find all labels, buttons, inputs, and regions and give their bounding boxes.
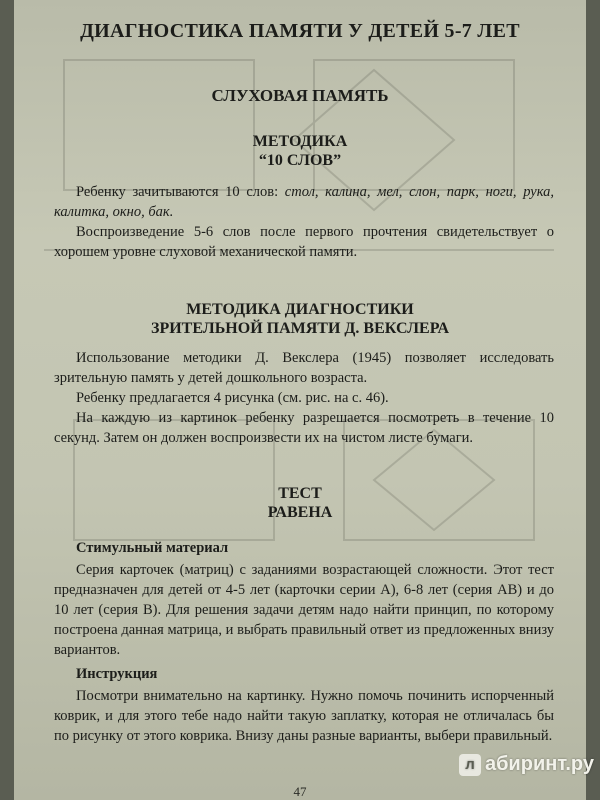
ten-words-result: Воспроизведение 5-6 слов после первого прочтения свидетельствует о хорошем уровне слуховой механической памяти. [54, 224, 554, 260]
method-heading-line2: “10 СЛОВ” [258, 152, 342, 169]
watermark-text: абиринт.ру [484, 753, 594, 775]
labirint-watermark [459, 753, 594, 776]
instruction-text [54, 686, 554, 746]
raven-test-heading [14, 484, 586, 522]
ten-words-intro: Ребенку зачитываются 10 слов: [76, 184, 285, 200]
stimulus-material-subheading: Стимульный материал [76, 540, 229, 556]
wechsler-heading-line2: ЗРИТЕЛЬНОЙ ПАМЯТИ Д. ВЕКСЛЕРА [151, 320, 449, 337]
ten-words-paragraph [54, 182, 554, 222]
ten-words-method-heading [14, 132, 586, 170]
page-title: ДИАГНОСТИКА ПАМЯТИ У ДЕТЕЙ 5-7 ЛЕТ [80, 20, 520, 42]
wechsler-text [54, 348, 554, 448]
wechsler-paragraph-2: Ребенку предлагается 4 рисунка (см. рис. на с. 46). [76, 390, 389, 406]
ten-words-text [54, 182, 554, 262]
wechsler-paragraph-3: На каждую из картинок ребенку разрешается посмотреть в течение 10 секунд. Затем он должен воспроизвести их на чистом листе бумаги. [54, 410, 554, 446]
wechsler-method-heading [14, 300, 586, 338]
raven-heading-line2: РАВЕНА [267, 504, 333, 521]
stimulus-material-text [54, 560, 554, 660]
instruction-subheading: Инструкция [76, 666, 158, 682]
instruction-paragraph: Посмотри внимательно на картинку. Нужно помочь починить испорченный коврик, и для этого тебе надо найти такую заплатку, которая не отличалась бы по рисунку от этого коврика. Внизу даны разные варианты, выбери правильный. [54, 688, 554, 744]
wechsler-heading-line1: МЕТОДИКА ДИАГНОСТИКИ [186, 301, 414, 318]
wechsler-paragraph-1: Использование методики Д. Векслера (1945) позволяет исследовать зрительную память у детей дошкольного возраста. [54, 350, 554, 386]
raven-heading-line1: ТЕСТ [278, 485, 322, 502]
method-heading-line1: МЕТОДИКА [252, 133, 348, 150]
stimulus-material-paragraph: Серия карточек (матриц) с заданиями возрастающей сложности. Этот тест предназначен для детей от 4-5 лет (карточки серии А), 6-8 лет (серия АВ) и до 10 лет (серия В). Для решения задачи детям надо найти принцип, по которому построена данная матрица, и выбрать правильный ответ из предложенных внизу вариантов. [54, 562, 554, 658]
auditory-memory-heading: СЛУХОВАЯ ПАМЯТЬ [211, 86, 389, 105]
page-number: 47 [293, 784, 307, 799]
book-page [14, 0, 586, 800]
labirint-logo-icon: л [459, 754, 481, 776]
ten-words-list: стол, калина, мел, слон, парк, ноги, рука, калитка, окно, бак. [54, 184, 554, 220]
